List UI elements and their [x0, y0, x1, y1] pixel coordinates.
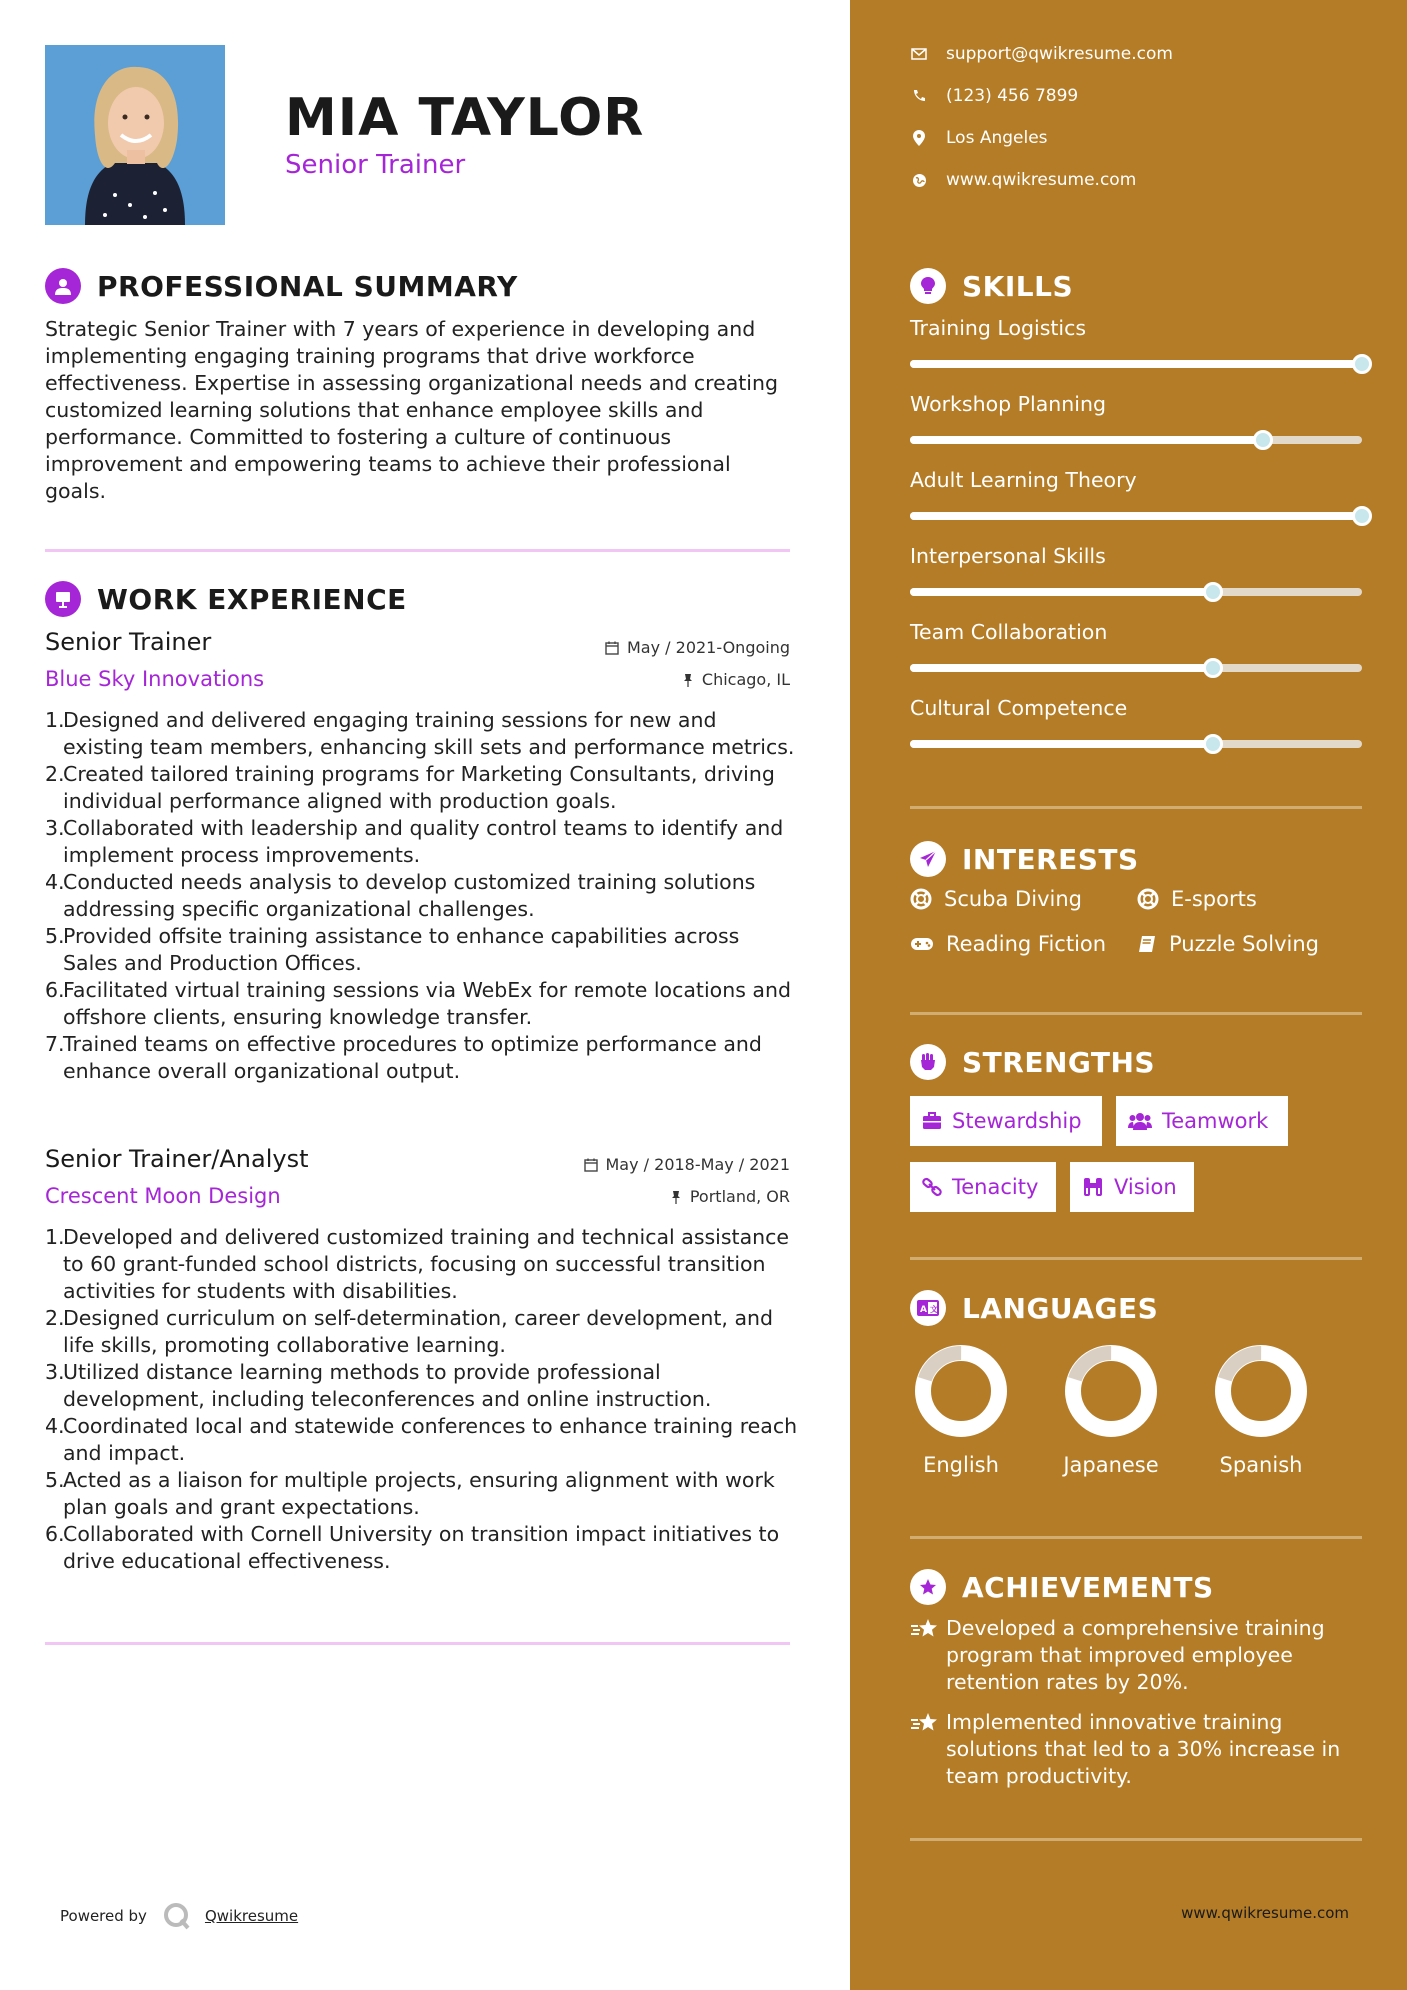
job-dates-text: May / 2021-Ongoing	[627, 638, 790, 657]
section-divider	[910, 1838, 1362, 1841]
language-donut	[1063, 1343, 1159, 1439]
job-dates	[584, 1155, 791, 1174]
interests-header	[910, 841, 1139, 877]
section-divider	[910, 1536, 1362, 1539]
language-donut	[913, 1343, 1009, 1439]
contact-phone	[910, 86, 1078, 106]
list-item: 6. Facilitated virtual training sessions via WebEx for remote locations and offshore clients, ensuring knowledge transfer.	[45, 978, 791, 1029]
lifebuoy-icon	[1137, 888, 1159, 910]
list-item: 3. Collaborated with leadership and quality control teams to identify and implement process improvements.	[45, 816, 784, 867]
list-item: 6. Collaborated with Cornell University on transition impact initiatives to drive educational effectiveness.	[45, 1522, 780, 1573]
section-divider	[910, 1257, 1362, 1260]
strength-chip	[1070, 1162, 1194, 1212]
qwikresume-link[interactable]: Qwikresume	[204, 1907, 299, 1925]
strength-label: Vision	[1114, 1175, 1177, 1199]
skill-bar-knob	[1203, 582, 1223, 602]
interest-label: E-sports	[1171, 887, 1257, 911]
summary-heading: PROFESSIONAL SUMMARY	[97, 269, 518, 303]
skill-label: Training Logistics	[910, 316, 1087, 340]
book-icon	[1137, 934, 1157, 954]
skill-bar-fill	[910, 436, 1263, 444]
language-label: English	[923, 1453, 999, 1477]
list-item: 5. Provided offsite training assistance to enhance capabilities across Sales and Production Offices.	[45, 924, 740, 975]
experience-heading: WORK EXPERIENCE	[97, 582, 407, 616]
calendar-icon	[605, 641, 619, 655]
contact-location	[910, 128, 1048, 148]
calendar-icon	[584, 1158, 598, 1172]
skill-bar	[910, 588, 1362, 596]
list-item: 1. Designed and delivered engaging training sessions for new and existing team members, enhancing skill sets and performance metrics.	[45, 708, 795, 759]
language-label: Spanish	[1219, 1453, 1303, 1477]
skill-label: Workshop Planning	[910, 392, 1106, 416]
fist-icon	[910, 1044, 946, 1080]
skill-bar	[910, 740, 1362, 748]
strengths-header	[910, 1044, 1155, 1080]
achievement-text: Implemented innovative training solutions that led to a 30% increase in team productivity.	[946, 1710, 1341, 1788]
strength-label: Tenacity	[952, 1175, 1039, 1199]
achievements-heading: ACHIEVEMENTS	[962, 1570, 1214, 1604]
job-location	[670, 1187, 790, 1206]
section-divider	[45, 1642, 790, 1645]
skill-bar-knob	[1203, 734, 1223, 754]
map-marker-icon	[913, 130, 925, 146]
job-bullets	[45, 707, 800, 1085]
language-item	[1206, 1343, 1316, 1477]
skill-label: Adult Learning Theory	[910, 468, 1137, 492]
contact-email	[910, 44, 1173, 64]
list-item: 5. Acted as a liaison for multiple projects, ensuring alignment with work plan goals and grant expectations.	[45, 1468, 775, 1519]
languages-header	[910, 1290, 1158, 1326]
section-divider	[45, 549, 790, 552]
star-badge-icon	[910, 1569, 946, 1605]
candidate-name: MIA TAYLOR	[285, 88, 645, 148]
svg-text:文: 文	[930, 1305, 938, 1314]
strength-chip	[1116, 1096, 1288, 1146]
skill-bar-fill	[910, 512, 1362, 520]
skill-label: Interpersonal Skills	[910, 544, 1106, 568]
skill-bar-knob	[1253, 430, 1273, 450]
list-item: 1. Developed and delivered customized training and technical assistance to 60 grant-funded school districts, focusing on successful transition activities for students with disabilities.	[45, 1225, 790, 1303]
skill-bar-knob	[1352, 506, 1372, 526]
strength-chip	[910, 1162, 1056, 1212]
list-item: 2. Designed curriculum on self-determination, career development, and life skills, promoting collaborative learning.	[45, 1306, 774, 1357]
strengths-heading: STRENGTHS	[962, 1045, 1156, 1079]
sidebar	[850, 0, 1407, 1990]
strength-label: Teamwork	[1162, 1109, 1269, 1133]
list-item: 3. Utilized distance learning methods to provide professional development, including teleconferences and online instruction.	[45, 1360, 712, 1411]
list-item: 7. Trained teams on effective procedures to optimize performance and enhance overall organizational output.	[45, 1032, 762, 1083]
language-item	[1056, 1343, 1166, 1477]
list-item: 4. Conducted needs analysis to develop customized training solutions addressing specific organizational challenges.	[45, 870, 756, 921]
user-icon	[45, 268, 81, 304]
users-icon	[1128, 1112, 1152, 1130]
phone-text: (123) 456 7899	[946, 86, 1079, 106]
skill-bar-fill	[910, 740, 1213, 748]
job-title: Senior Trainer	[45, 628, 212, 656]
footer-url[interactable]: www.qwikresume.com	[1181, 1904, 1349, 1922]
job-location-text: Chicago, IL	[701, 670, 790, 689]
interest-item	[910, 887, 1082, 911]
shooting-star-icon	[910, 1711, 940, 1735]
interest-label: Reading Fiction	[946, 932, 1107, 956]
location-text: Los Angeles	[946, 128, 1048, 148]
powered-by	[60, 1902, 298, 1930]
job-title: Senior Trainer/Analyst	[45, 1145, 309, 1173]
skills-heading: SKILLS	[962, 269, 1074, 303]
globe-icon	[912, 173, 927, 188]
achievements-header	[910, 1569, 1214, 1605]
shooting-star-icon	[910, 1617, 940, 1641]
job-bullets	[45, 1224, 800, 1575]
list-item: 2. Created tailored training programs for Marketing Consultants, driving individual performance aligned with production goals.	[45, 762, 775, 813]
pin-icon	[670, 1190, 682, 1204]
strength-chip	[910, 1096, 1102, 1146]
language-item	[906, 1343, 1016, 1477]
language-donut	[1213, 1343, 1309, 1439]
skill-bar	[910, 664, 1362, 672]
interest-item	[1137, 887, 1257, 911]
list-item: 4. Coordinated local and statewide conferences to enhance training reach and impact.	[45, 1414, 798, 1465]
interest-label: Scuba Diving	[944, 887, 1082, 911]
binoculars-icon	[1082, 1177, 1104, 1197]
section-divider	[910, 1012, 1362, 1015]
language-icon	[910, 1290, 946, 1326]
interest-label: Puzzle Solving	[1169, 932, 1319, 956]
briefcase-icon	[922, 1112, 942, 1130]
section-divider	[910, 806, 1362, 809]
gamepad-icon	[910, 936, 934, 952]
skill-label: Cultural Competence	[910, 696, 1128, 720]
job-location-text: Portland, OR	[689, 1187, 790, 1206]
skill-bar-knob	[1203, 658, 1223, 678]
paper-plane-icon	[910, 841, 946, 877]
svg-text:A: A	[920, 1305, 927, 1315]
skill-bar-fill	[910, 664, 1213, 672]
lifebuoy-icon	[910, 888, 932, 910]
skill-bar	[910, 512, 1362, 520]
interest-item	[1137, 932, 1319, 956]
skill-label: Team Collaboration	[910, 620, 1108, 644]
pin-icon	[682, 673, 694, 687]
qwikresume-logo-icon	[163, 1902, 191, 1930]
achievement-item	[910, 1709, 1360, 1790]
skill-bar-fill	[910, 360, 1362, 368]
presentation-icon	[45, 581, 81, 617]
website-text[interactable]: www.qwikresume.com	[946, 170, 1137, 190]
skill-bar	[910, 360, 1362, 368]
achievement-item	[910, 1615, 1360, 1696]
skill-bar	[910, 436, 1362, 444]
email-text[interactable]: support@qwikresume.com	[946, 44, 1173, 64]
interests-heading: INTERESTS	[962, 842, 1139, 876]
summary-text: Strategic Senior Trainer with 7 years of experience in developing and implementing engaging training programs that drive workforce effectiveness. Expertise in assessing organizational needs and creating customized learning solutions that enhance employee skills and performance. Committed to fostering a culture of continuous improvement and empowering teams to achieve their professional goals.	[45, 317, 779, 503]
achievement-text: Developed a comprehensive training program that improved employee retention rates by 20%.	[946, 1616, 1325, 1694]
job-company: Crescent Moon Design	[45, 1184, 281, 1208]
skill-bar-knob	[1352, 354, 1372, 374]
strength-label: Stewardship	[952, 1109, 1082, 1133]
phone-icon	[912, 89, 926, 103]
languages-heading: LANGUAGES	[962, 1291, 1159, 1325]
summary-header	[45, 268, 518, 304]
job-location	[682, 670, 790, 689]
candidate-title: Senior Trainer	[285, 150, 466, 180]
envelope-icon	[911, 48, 927, 60]
experience-header	[45, 581, 407, 617]
job-dates-text: May / 2018-May / 2021	[605, 1155, 790, 1174]
link-icon	[922, 1177, 942, 1197]
skill-bar-fill	[910, 588, 1213, 596]
lightbulb-icon	[910, 268, 946, 304]
profile-photo	[45, 45, 225, 225]
contact-website	[910, 170, 1136, 190]
skills-header	[910, 268, 1073, 304]
interest-item	[910, 932, 1106, 956]
job-company: Blue Sky Innovations	[45, 667, 265, 691]
language-label: Japanese	[1063, 1453, 1159, 1477]
powered-by-label: Powered by	[60, 1907, 147, 1925]
job-dates	[605, 638, 790, 657]
